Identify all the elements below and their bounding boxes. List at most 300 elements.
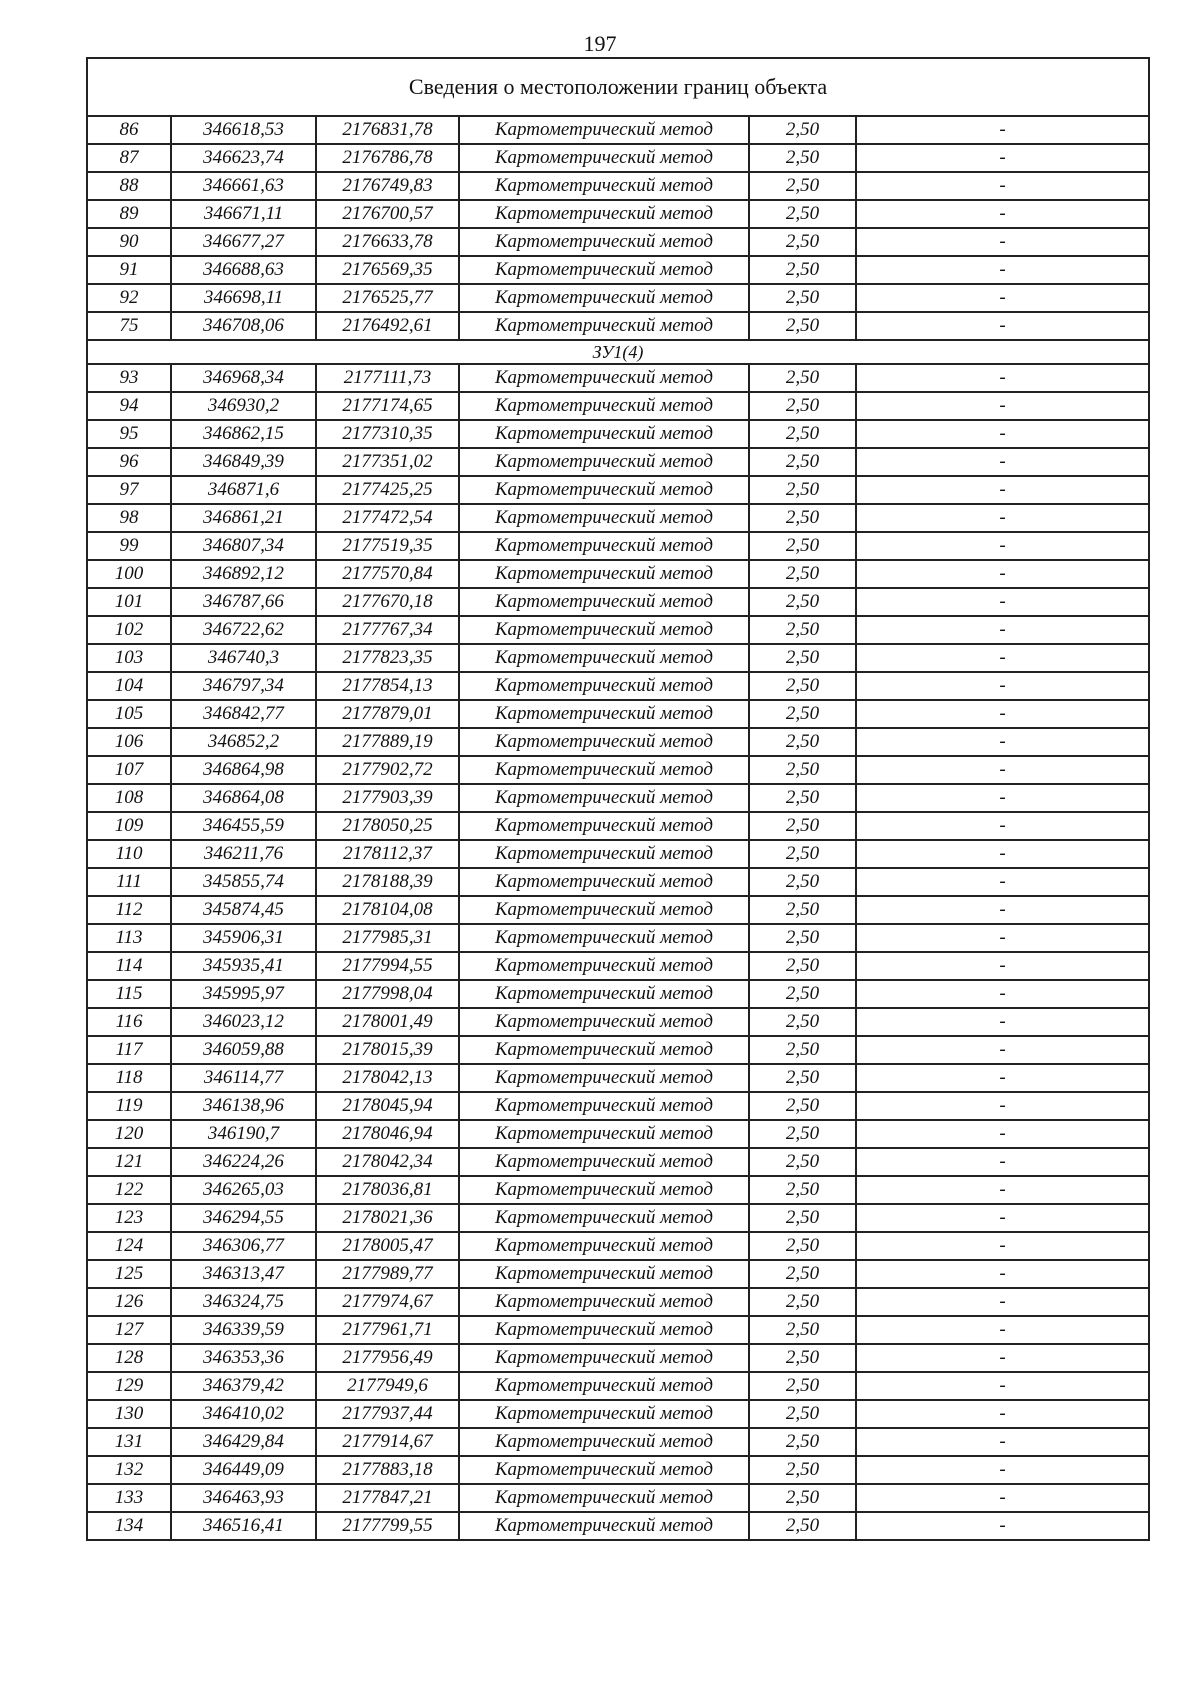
y-coordinate-cell: 2176525,77 — [316, 284, 459, 312]
method-cell: Картометрический метод — [459, 1176, 749, 1204]
boundary-table-container — [86, 57, 1148, 1541]
table-row — [87, 616, 1149, 644]
accuracy-cell: 2,50 — [749, 588, 856, 616]
method-cell: Картометрический метод — [459, 1288, 749, 1316]
description-cell: - — [856, 644, 1149, 672]
description-cell: - — [856, 616, 1149, 644]
table-row — [87, 312, 1149, 340]
accuracy-cell: 2,50 — [749, 700, 856, 728]
method-cell: Картометрический метод — [459, 200, 749, 228]
y-coordinate-cell: 2178015,39 — [316, 1036, 459, 1064]
method-cell: Картометрический метод — [459, 448, 749, 476]
y-coordinate-cell: 2177847,21 — [316, 1484, 459, 1512]
y-coordinate-cell: 2176569,35 — [316, 256, 459, 284]
y-coordinate-cell: 2176633,78 — [316, 228, 459, 256]
table-row — [87, 1512, 1149, 1540]
x-coordinate-cell: 346740,3 — [171, 644, 316, 672]
table-row — [87, 200, 1149, 228]
y-coordinate-cell: 2177989,77 — [316, 1260, 459, 1288]
method-cell: Картометрический метод — [459, 1064, 749, 1092]
accuracy-cell: 2,50 — [749, 144, 856, 172]
point-number-cell: 109 — [87, 812, 171, 840]
point-number-cell: 94 — [87, 392, 171, 420]
x-coordinate-cell: 345874,45 — [171, 896, 316, 924]
table-row — [87, 116, 1149, 144]
x-coordinate-cell: 346429,84 — [171, 1428, 316, 1456]
description-cell: - — [856, 284, 1149, 312]
table-row — [87, 420, 1149, 448]
description-cell: - — [856, 172, 1149, 200]
description-cell: - — [856, 1176, 1149, 1204]
x-coordinate-cell: 346892,12 — [171, 560, 316, 588]
point-number-cell: 118 — [87, 1064, 171, 1092]
point-number-cell: 112 — [87, 896, 171, 924]
accuracy-cell: 2,50 — [749, 172, 856, 200]
description-cell: - — [856, 840, 1149, 868]
x-coordinate-cell: 346864,98 — [171, 756, 316, 784]
table-row — [87, 952, 1149, 980]
accuracy-cell: 2,50 — [749, 728, 856, 756]
point-number-cell: 116 — [87, 1008, 171, 1036]
table-row — [87, 364, 1149, 392]
accuracy-cell: 2,50 — [749, 448, 856, 476]
x-coordinate-cell: 346677,27 — [171, 228, 316, 256]
x-coordinate-cell: 346807,34 — [171, 532, 316, 560]
description-cell: - — [856, 952, 1149, 980]
y-coordinate-cell: 2177310,35 — [316, 420, 459, 448]
description-cell: - — [856, 504, 1149, 532]
description-cell: - — [856, 588, 1149, 616]
section-heading-row — [87, 340, 1149, 364]
method-cell: Картометрический метод — [459, 420, 749, 448]
y-coordinate-cell: 2177425,25 — [316, 476, 459, 504]
y-coordinate-cell: 2177767,34 — [316, 616, 459, 644]
method-cell: Картометрический метод — [459, 812, 749, 840]
description-cell: - — [856, 980, 1149, 1008]
method-cell: Картометрический метод — [459, 172, 749, 200]
method-cell: Картометрический метод — [459, 256, 749, 284]
table-row — [87, 1344, 1149, 1372]
y-coordinate-cell: 2178188,39 — [316, 868, 459, 896]
point-number-cell: 108 — [87, 784, 171, 812]
description-cell: - — [856, 364, 1149, 392]
x-coordinate-cell: 346224,26 — [171, 1148, 316, 1176]
description-cell: - — [856, 1064, 1149, 1092]
description-cell: - — [856, 560, 1149, 588]
table-row — [87, 560, 1149, 588]
description-cell: - — [856, 784, 1149, 812]
point-number-cell: 133 — [87, 1484, 171, 1512]
y-coordinate-cell: 2177889,19 — [316, 728, 459, 756]
point-number-cell: 98 — [87, 504, 171, 532]
accuracy-cell: 2,50 — [749, 256, 856, 284]
description-cell: - — [856, 700, 1149, 728]
table-row — [87, 700, 1149, 728]
x-coordinate-cell: 346671,11 — [171, 200, 316, 228]
x-coordinate-cell: 346410,02 — [171, 1400, 316, 1428]
point-number-cell: 129 — [87, 1372, 171, 1400]
method-cell: Картометрический метод — [459, 1092, 749, 1120]
x-coordinate-cell: 346623,74 — [171, 144, 316, 172]
point-number-cell: 134 — [87, 1512, 171, 1540]
accuracy-cell: 2,50 — [749, 1008, 856, 1036]
method-cell: Картометрический метод — [459, 1148, 749, 1176]
point-number-cell: 96 — [87, 448, 171, 476]
x-coordinate-cell: 346114,77 — [171, 1064, 316, 1092]
y-coordinate-cell: 2176831,78 — [316, 116, 459, 144]
accuracy-cell: 2,50 — [749, 756, 856, 784]
table-row — [87, 1400, 1149, 1428]
x-coordinate-cell: 346339,59 — [171, 1316, 316, 1344]
x-coordinate-cell: 346449,09 — [171, 1456, 316, 1484]
accuracy-cell: 2,50 — [749, 1372, 856, 1400]
description-cell: - — [856, 532, 1149, 560]
point-number-cell: 87 — [87, 144, 171, 172]
description-cell: - — [856, 1148, 1149, 1176]
description-cell: - — [856, 1008, 1149, 1036]
method-cell: Картометрический метод — [459, 1400, 749, 1428]
table-row — [87, 1064, 1149, 1092]
description-cell: - — [856, 1512, 1149, 1540]
accuracy-cell: 2,50 — [749, 200, 856, 228]
method-cell: Картометрический метод — [459, 840, 749, 868]
table-row — [87, 1148, 1149, 1176]
y-coordinate-cell: 2177961,71 — [316, 1316, 459, 1344]
y-coordinate-cell: 2177998,04 — [316, 980, 459, 1008]
table-title-row — [87, 58, 1149, 116]
point-number-cell: 120 — [87, 1120, 171, 1148]
x-coordinate-cell: 346023,12 — [171, 1008, 316, 1036]
x-coordinate-cell: 346968,34 — [171, 364, 316, 392]
method-cell: Картометрический метод — [459, 532, 749, 560]
x-coordinate-cell: 346797,34 — [171, 672, 316, 700]
x-coordinate-cell: 346698,11 — [171, 284, 316, 312]
point-number-cell: 102 — [87, 616, 171, 644]
description-cell: - — [856, 1260, 1149, 1288]
table-row — [87, 1092, 1149, 1120]
y-coordinate-cell: 2178112,37 — [316, 840, 459, 868]
y-coordinate-cell: 2177351,02 — [316, 448, 459, 476]
accuracy-cell: 2,50 — [749, 1204, 856, 1232]
method-cell: Картометрический метод — [459, 312, 749, 340]
description-cell: - — [856, 256, 1149, 284]
table-row — [87, 728, 1149, 756]
accuracy-cell: 2,50 — [749, 840, 856, 868]
description-cell: - — [856, 144, 1149, 172]
y-coordinate-cell: 2177174,65 — [316, 392, 459, 420]
x-coordinate-cell: 346861,21 — [171, 504, 316, 532]
description-cell: - — [856, 1428, 1149, 1456]
x-coordinate-cell: 346852,2 — [171, 728, 316, 756]
description-cell: - — [856, 1036, 1149, 1064]
table-row — [87, 588, 1149, 616]
point-number-cell: 130 — [87, 1400, 171, 1428]
description-cell: - — [856, 200, 1149, 228]
description-cell: - — [856, 448, 1149, 476]
accuracy-cell: 2,50 — [749, 616, 856, 644]
x-coordinate-cell: 346862,15 — [171, 420, 316, 448]
description-cell: - — [856, 924, 1149, 952]
accuracy-cell: 2,50 — [749, 980, 856, 1008]
description-cell: - — [856, 896, 1149, 924]
description-cell: - — [856, 1092, 1149, 1120]
table-row — [87, 1372, 1149, 1400]
method-cell: Картометрический метод — [459, 588, 749, 616]
accuracy-cell: 2,50 — [749, 784, 856, 812]
accuracy-cell: 2,50 — [749, 672, 856, 700]
x-coordinate-cell: 346842,77 — [171, 700, 316, 728]
table-row — [87, 1484, 1149, 1512]
accuracy-cell: 2,50 — [749, 1064, 856, 1092]
table-row — [87, 1176, 1149, 1204]
y-coordinate-cell: 2177914,67 — [316, 1428, 459, 1456]
method-cell: Картометрический метод — [459, 476, 749, 504]
x-coordinate-cell: 346324,75 — [171, 1288, 316, 1316]
section-heading: ЗУ1(4) — [87, 340, 1149, 364]
x-coordinate-cell: 346787,66 — [171, 588, 316, 616]
method-cell: Картометрический метод — [459, 1036, 749, 1064]
x-coordinate-cell: 346211,76 — [171, 840, 316, 868]
x-coordinate-cell: 345935,41 — [171, 952, 316, 980]
point-number-cell: 90 — [87, 228, 171, 256]
x-coordinate-cell: 346930,2 — [171, 392, 316, 420]
x-coordinate-cell: 346463,93 — [171, 1484, 316, 1512]
y-coordinate-cell: 2177799,55 — [316, 1512, 459, 1540]
point-number-cell: 93 — [87, 364, 171, 392]
accuracy-cell: 2,50 — [749, 284, 856, 312]
description-cell: - — [856, 1204, 1149, 1232]
table-row — [87, 392, 1149, 420]
method-cell: Картометрический метод — [459, 1456, 749, 1484]
accuracy-cell: 2,50 — [749, 1400, 856, 1428]
accuracy-cell: 2,50 — [749, 1176, 856, 1204]
accuracy-cell: 2,50 — [749, 532, 856, 560]
table-row — [87, 172, 1149, 200]
method-cell: Картометрический метод — [459, 728, 749, 756]
description-cell: - — [856, 1316, 1149, 1344]
point-number-cell: 86 — [87, 116, 171, 144]
method-cell: Картометрический метод — [459, 868, 749, 896]
method-cell: Картометрический метод — [459, 644, 749, 672]
method-cell: Картометрический метод — [459, 364, 749, 392]
x-coordinate-cell: 346379,42 — [171, 1372, 316, 1400]
accuracy-cell: 2,50 — [749, 228, 856, 256]
description-cell: - — [856, 756, 1149, 784]
x-coordinate-cell: 346708,06 — [171, 312, 316, 340]
method-cell: Картометрический метод — [459, 1260, 749, 1288]
accuracy-cell: 2,50 — [749, 1344, 856, 1372]
point-number-cell: 132 — [87, 1456, 171, 1484]
point-number-cell: 125 — [87, 1260, 171, 1288]
point-number-cell: 128 — [87, 1344, 171, 1372]
description-cell: - — [856, 672, 1149, 700]
point-number-cell: 100 — [87, 560, 171, 588]
accuracy-cell: 2,50 — [749, 312, 856, 340]
y-coordinate-cell: 2177985,31 — [316, 924, 459, 952]
method-cell: Картометрический метод — [459, 1484, 749, 1512]
x-coordinate-cell: 346306,77 — [171, 1232, 316, 1260]
y-coordinate-cell: 2176700,57 — [316, 200, 459, 228]
accuracy-cell: 2,50 — [749, 644, 856, 672]
method-cell: Картометрический метод — [459, 896, 749, 924]
method-cell: Картометрический метод — [459, 504, 749, 532]
point-number-cell: 75 — [87, 312, 171, 340]
method-cell: Картометрический метод — [459, 924, 749, 952]
accuracy-cell: 2,50 — [749, 924, 856, 952]
description-cell: - — [856, 228, 1149, 256]
method-cell: Картометрический метод — [459, 1512, 749, 1540]
accuracy-cell: 2,50 — [749, 812, 856, 840]
table-row — [87, 1456, 1149, 1484]
point-number-cell: 113 — [87, 924, 171, 952]
y-coordinate-cell: 2177937,44 — [316, 1400, 459, 1428]
table-row — [87, 1428, 1149, 1456]
y-coordinate-cell: 2177472,54 — [316, 504, 459, 532]
table-row — [87, 504, 1149, 532]
y-coordinate-cell: 2176786,78 — [316, 144, 459, 172]
accuracy-cell: 2,50 — [749, 896, 856, 924]
accuracy-cell: 2,50 — [749, 1092, 856, 1120]
x-coordinate-cell: 346516,41 — [171, 1512, 316, 1540]
method-cell: Картометрический метод — [459, 116, 749, 144]
table-row — [87, 1260, 1149, 1288]
y-coordinate-cell: 2177949,6 — [316, 1372, 459, 1400]
y-coordinate-cell: 2177883,18 — [316, 1456, 459, 1484]
y-coordinate-cell: 2177823,35 — [316, 644, 459, 672]
description-cell: - — [856, 1344, 1149, 1372]
accuracy-cell: 2,50 — [749, 364, 856, 392]
x-coordinate-cell: 346190,7 — [171, 1120, 316, 1148]
x-coordinate-cell: 346353,36 — [171, 1344, 316, 1372]
description-cell: - — [856, 312, 1149, 340]
method-cell: Картометрический метод — [459, 1232, 749, 1260]
y-coordinate-cell: 2178050,25 — [316, 812, 459, 840]
method-cell: Картометрический метод — [459, 560, 749, 588]
point-number-cell: 99 — [87, 532, 171, 560]
table-row — [87, 448, 1149, 476]
accuracy-cell: 2,50 — [749, 1036, 856, 1064]
method-cell: Картометрический метод — [459, 616, 749, 644]
accuracy-cell: 2,50 — [749, 1288, 856, 1316]
x-coordinate-cell: 346313,47 — [171, 1260, 316, 1288]
description-cell: - — [856, 728, 1149, 756]
point-number-cell: 92 — [87, 284, 171, 312]
y-coordinate-cell: 2177670,18 — [316, 588, 459, 616]
x-coordinate-cell: 346294,55 — [171, 1204, 316, 1232]
point-number-cell: 107 — [87, 756, 171, 784]
y-coordinate-cell: 2177111,73 — [316, 364, 459, 392]
method-cell: Картометрический метод — [459, 144, 749, 172]
method-cell: Картометрический метод — [459, 700, 749, 728]
accuracy-cell: 2,50 — [749, 560, 856, 588]
y-coordinate-cell: 2177519,35 — [316, 532, 459, 560]
point-number-cell: 117 — [87, 1036, 171, 1064]
table-row — [87, 868, 1149, 896]
accuracy-cell: 2,50 — [749, 1232, 856, 1260]
point-number-cell: 111 — [87, 868, 171, 896]
accuracy-cell: 2,50 — [749, 1512, 856, 1540]
x-coordinate-cell: 346455,59 — [171, 812, 316, 840]
y-coordinate-cell: 2177956,49 — [316, 1344, 459, 1372]
point-number-cell: 89 — [87, 200, 171, 228]
point-number-cell: 131 — [87, 1428, 171, 1456]
x-coordinate-cell: 345906,31 — [171, 924, 316, 952]
table-row — [87, 1232, 1149, 1260]
x-coordinate-cell: 346871,6 — [171, 476, 316, 504]
description-cell: - — [856, 476, 1149, 504]
description-cell: - — [856, 392, 1149, 420]
y-coordinate-cell: 2178036,81 — [316, 1176, 459, 1204]
x-coordinate-cell: 346661,63 — [171, 172, 316, 200]
method-cell: Картометрический метод — [459, 1372, 749, 1400]
table-row — [87, 256, 1149, 284]
point-number-cell: 124 — [87, 1232, 171, 1260]
y-coordinate-cell: 2178005,47 — [316, 1232, 459, 1260]
y-coordinate-cell: 2177903,39 — [316, 784, 459, 812]
table-row — [87, 284, 1149, 312]
point-number-cell: 115 — [87, 980, 171, 1008]
table-title: Сведения о местоположении границ объекта — [87, 58, 1149, 116]
method-cell: Картометрический метод — [459, 228, 749, 256]
point-number-cell: 95 — [87, 420, 171, 448]
x-coordinate-cell: 346138,96 — [171, 1092, 316, 1120]
y-coordinate-cell: 2178042,13 — [316, 1064, 459, 1092]
y-coordinate-cell: 2177854,13 — [316, 672, 459, 700]
accuracy-cell: 2,50 — [749, 1428, 856, 1456]
point-number-cell: 101 — [87, 588, 171, 616]
accuracy-cell: 2,50 — [749, 868, 856, 896]
accuracy-cell: 2,50 — [749, 952, 856, 980]
table-row — [87, 1316, 1149, 1344]
table-row — [87, 896, 1149, 924]
method-cell: Картометрический метод — [459, 1344, 749, 1372]
method-cell: Картометрический метод — [459, 1120, 749, 1148]
table-row — [87, 644, 1149, 672]
accuracy-cell: 2,50 — [749, 1260, 856, 1288]
table-row — [87, 1120, 1149, 1148]
x-coordinate-cell: 346265,03 — [171, 1176, 316, 1204]
x-coordinate-cell: 345855,74 — [171, 868, 316, 896]
y-coordinate-cell: 2176492,61 — [316, 312, 459, 340]
method-cell: Картометрический метод — [459, 1428, 749, 1456]
accuracy-cell: 2,50 — [749, 504, 856, 532]
point-number-cell: 123 — [87, 1204, 171, 1232]
y-coordinate-cell: 2177879,01 — [316, 700, 459, 728]
point-number-cell: 105 — [87, 700, 171, 728]
description-cell: - — [856, 116, 1149, 144]
description-cell: - — [856, 1484, 1149, 1512]
accuracy-cell: 2,50 — [749, 420, 856, 448]
table-row — [87, 840, 1149, 868]
y-coordinate-cell: 2177570,84 — [316, 560, 459, 588]
point-number-cell: 122 — [87, 1176, 171, 1204]
accuracy-cell: 2,50 — [749, 1120, 856, 1148]
x-coordinate-cell: 346849,39 — [171, 448, 316, 476]
y-coordinate-cell: 2178045,94 — [316, 1092, 459, 1120]
y-coordinate-cell: 2177974,67 — [316, 1288, 459, 1316]
method-cell: Картометрический метод — [459, 672, 749, 700]
x-coordinate-cell: 346722,62 — [171, 616, 316, 644]
y-coordinate-cell: 2176749,83 — [316, 172, 459, 200]
point-number-cell: 121 — [87, 1148, 171, 1176]
description-cell: - — [856, 1400, 1149, 1428]
table-row — [87, 532, 1149, 560]
description-cell: - — [856, 1232, 1149, 1260]
point-number-cell: 106 — [87, 728, 171, 756]
method-cell: Картометрический метод — [459, 1204, 749, 1232]
description-cell: - — [856, 1372, 1149, 1400]
table-row — [87, 1036, 1149, 1064]
